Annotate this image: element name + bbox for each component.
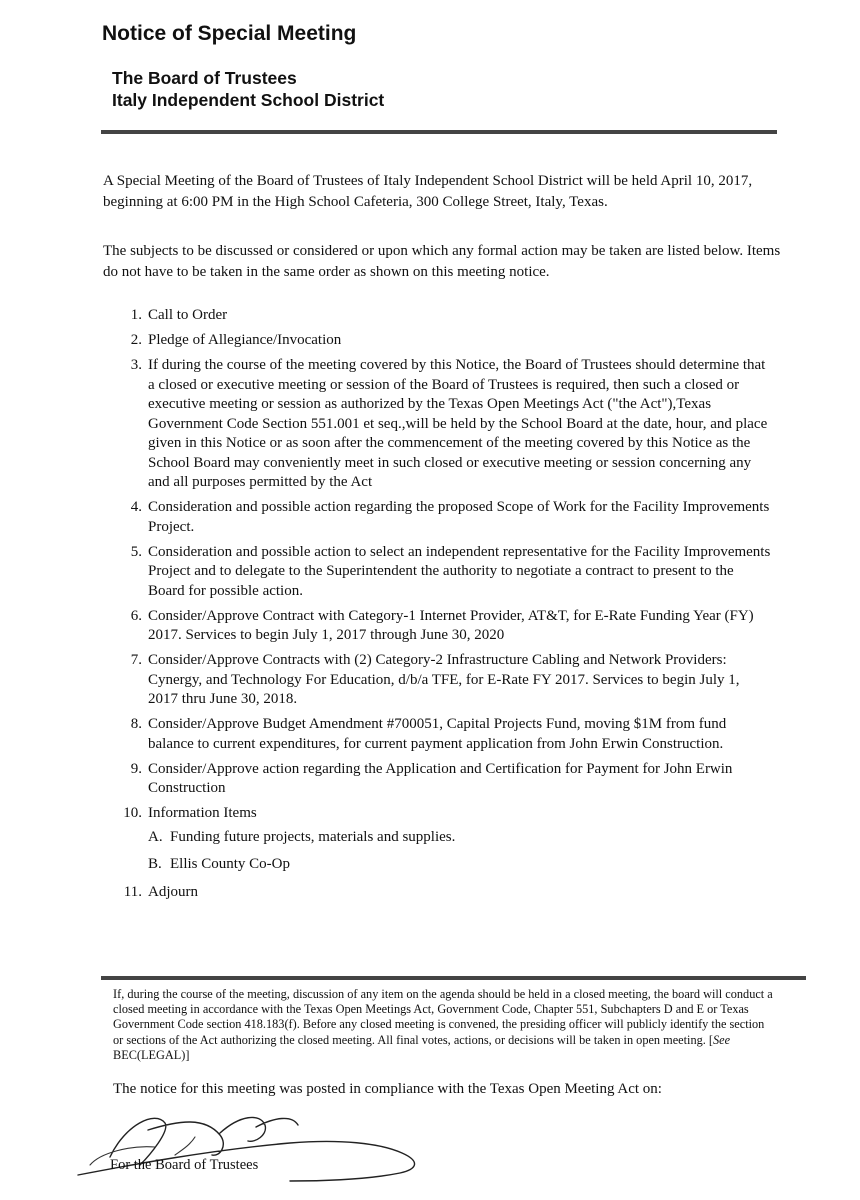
information-item [148, 855, 772, 875]
agenda-item [112, 804, 772, 875]
agenda-list [112, 306, 772, 908]
agenda-item-number: 5. [130, 543, 142, 560]
information-item-letter: B. [148, 856, 162, 872]
agenda-item-text: Adjourn [148, 883, 198, 900]
agenda-item-number: 2. [130, 332, 142, 348]
agenda-item-number: 6. [130, 607, 142, 624]
agenda-item [112, 331, 772, 351]
agenda-item-number: 4. [130, 499, 142, 515]
agenda-item-text: If during the course of the meeting covered by this Notice, the Board of Trustees should determine that a closed or executive meeting or session of the Board of Trustees is required, then such a closed or executive meeting or session as authorized by the Texas Open Meetings Act ("the Act"),Texas Government Code Section 551.001 et seq.,will be held by the School Board at the date, hour, and place given in this Notice or as soon after the commencement of the meeting covered by this Notice as the School Board may conveniently meet in such closed or executive meeting or session concerning any and all purposes permitted by the Act [148, 357, 768, 490]
agenda-item-text: Consideration and possible action to select an independent representative for the Facility Improvements Project and to delegate to the Superintendent the authority to negotiate a contract to present to the Board for possible action. [148, 543, 771, 599]
information-items [148, 828, 772, 875]
agenda-item [112, 356, 772, 493]
agenda-item-number: 3. [130, 357, 142, 373]
information-item-text: Funding future projects, materials and supplies. [170, 828, 456, 845]
signature-line: For the Board of Trustees [110, 1157, 259, 1173]
information-item-text: Ellis County Co-Op [170, 856, 291, 872]
agenda-item-text: Pledge of Allegiance/Invocation [148, 332, 342, 348]
agenda-item [112, 607, 772, 646]
agenda-item-number: 7. [130, 652, 142, 668]
agenda-item [112, 306, 772, 326]
agenda-item-text: Information Items [148, 805, 257, 821]
agenda-item-text: Call to Order [148, 307, 228, 323]
agenda-item-text: Consider/Approve Budget Amendment #700051, Capital Projects Fund, moving $1M from fund balance to current expenditures, for current payment application from John Erwin Construction. [148, 716, 727, 752]
agenda-item-number: 11. [123, 883, 142, 900]
agenda-item-text: Consider/Approve Contracts with (2) Category-2 Infrastructure Cabling and Network Providers: Cynergy, and Technology For Education, d/b/a TFE, for E-Rate FY 2017. Services to begin July 1, 2017 thru June 30, 2018. [148, 652, 740, 707]
agenda-item-text: Consider/Approve Contract with Category-1 Internet Provider, AT&T, for E-Rate Funding Year (FY) 2017. Services to begin July 1, 2017 through June 30, 2020 [148, 607, 754, 643]
information-item-letter: A. [148, 828, 163, 845]
district-name: Italy Independent School District [112, 90, 385, 110]
signature [70, 1095, 490, 1190]
agenda-item [112, 883, 772, 903]
closed-meeting-note-see: See [713, 1032, 731, 1047]
agenda-item-number: 8. [130, 716, 142, 732]
board-name: The Board of Trustees [112, 68, 297, 88]
agenda-item-text: Consideration and possible action regarding the proposed Scope of Work for the Facility Improvements Project. [148, 499, 770, 535]
agenda-item [112, 498, 772, 537]
closed-meeting-note-text: If, during the course of the meeting, discussion of any item on the agenda should be held in a closed meeting, the board will conduct a closed meeting in accordance with the Texas Open Meetings Act, Government Code, Chapter 551, Subchapters D and E or Texas Government Code section 418.183(f). Before any closed meeting is convened, the presiding officer will publicly identify the section or sections of the Act authorizing the closed meeting. All final votes, actions, or decisions will be taken in open meeting. [ [113, 987, 773, 1047]
page-title: Notice of Special Meeting [102, 22, 357, 45]
closed-meeting-note-ref: BEC(LEGAL)] [113, 1047, 190, 1062]
subjects-paragraph: The subjects to be discussed or considered or upon which any formal action may be taken are listed below. Items do not have to be taken in the same order as shown on this meeting notice. [103, 243, 781, 280]
meeting-intro: A Special Meeting of the Board of Trustees of Italy Independent School District will be held April 10, 2017, beginning at 6:00 PM in the High School Cafeteria, 300 College Street, Italy, Texas. [103, 173, 753, 210]
closed-meeting-note [113, 987, 773, 1063]
footer-divider [101, 976, 806, 980]
agenda-item-number: 1. [130, 307, 142, 323]
agenda-item-number: 9. [130, 760, 142, 777]
agenda-item [112, 760, 772, 799]
agenda-item-number: 10. [123, 805, 142, 821]
posting-statement: The notice for this meeting was posted in compliance with the Texas Open Meeting Act on: [113, 1081, 662, 1097]
information-item [148, 828, 772, 848]
agenda-item [112, 651, 772, 710]
agenda-item [112, 715, 772, 754]
header-divider [101, 130, 777, 134]
agenda-item-text: Consider/Approve action regarding the Application and Certification for Payment for John Erwin Construction [148, 760, 733, 796]
agenda-item [112, 543, 772, 602]
